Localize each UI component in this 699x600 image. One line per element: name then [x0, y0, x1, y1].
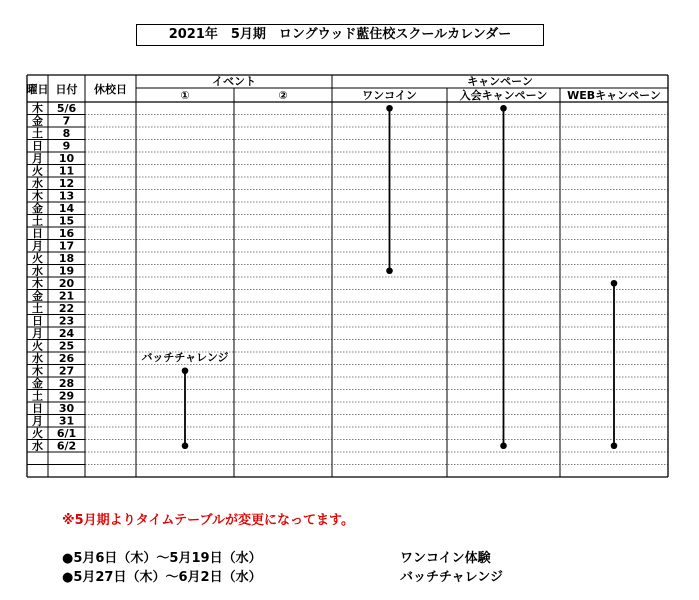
date-cell: 20 [58, 277, 75, 290]
weekday-cell: 水 [32, 177, 43, 190]
period-start-dot [611, 280, 618, 287]
date-cell: 19 [58, 264, 75, 278]
weekday-cell: 日 [32, 227, 43, 240]
weekday-cell: 土 [32, 127, 43, 140]
weekday-cell: 月 [32, 152, 43, 165]
date-cell: 26 [58, 352, 75, 365]
date-cell: 14 [58, 202, 75, 215]
date-cell: 13 [58, 189, 75, 203]
date-cell: 12 [58, 177, 75, 190]
date-cell: 16 [58, 227, 75, 240]
weekday-cell: 金 [32, 377, 43, 390]
weekday-cell: 火 [32, 252, 43, 265]
period-start-dot [500, 105, 507, 112]
weekday-cell: 月 [32, 414, 43, 428]
date-cell: 27 [58, 364, 75, 378]
date-cell: 30 [58, 402, 75, 415]
header-event-group: イベント [212, 75, 256, 88]
weekday-cell: 火 [32, 339, 43, 353]
header-holiday: 休校日 [94, 83, 127, 96]
period-label: バッチチャレンジ [141, 350, 229, 364]
weekday-cell: 日 [32, 402, 43, 415]
header-event-1: ① [180, 89, 190, 102]
schedule-dates-1: ●5月6日（木）～5月19日（水） [62, 551, 262, 566]
date-cell: 28 [58, 377, 75, 390]
weekday-cell: 木 [32, 189, 43, 203]
weekday-cell: 金 [32, 202, 43, 215]
period-start-dot [386, 105, 393, 112]
table-grid [27, 75, 668, 477]
date-cell: 6/2 [56, 439, 77, 453]
date-cell: 25 [58, 339, 75, 353]
header-campaign-group: キャンペーン [467, 75, 533, 88]
date-cell: 6/1 [56, 427, 77, 440]
weekday-cell: 日 [32, 314, 43, 328]
date-cell: 23 [58, 314, 75, 328]
weekday-cell: 土 [32, 302, 43, 315]
date-cell: 11 [58, 164, 75, 178]
date-cell: 22 [58, 302, 75, 315]
header-campaign-enrollment: 入会キャンペーン [459, 89, 548, 102]
notice-text: ※5月期よりタイムテーブルが変更になってます。 [62, 513, 354, 528]
weekday-cell: 木 [32, 102, 43, 115]
header-campaign-one-coin: ワンコイン [362, 89, 417, 102]
schedule-dates-2: ●5月27日（木）～6月2日（水） [62, 570, 262, 585]
period-end-dot [500, 442, 507, 449]
header-campaign-web: WEBキャンペーン [567, 89, 661, 102]
weekday-cell: 金 [32, 114, 43, 128]
weekday-cell: 水 [32, 264, 43, 278]
header-event-2: ② [278, 89, 288, 102]
date-cell: 10 [58, 152, 75, 165]
date-cell: 29 [58, 389, 75, 403]
period-start-dot [182, 367, 189, 374]
date-cell: 17 [58, 239, 75, 253]
weekday-cell: 土 [32, 389, 43, 403]
period-end-dot [611, 442, 618, 449]
date-cell: 18 [58, 252, 75, 265]
header-date: 日付 [55, 83, 78, 96]
schedule-name-1: ワンコイン体験 [400, 551, 491, 566]
weekday-cell: 火 [32, 164, 43, 178]
weekday-cell: 木 [32, 364, 43, 378]
date-cell: 31 [58, 414, 75, 428]
period-end-dot [182, 442, 189, 449]
weekday-cell: 水 [32, 352, 43, 365]
schedule-name-2: バッチチャレンジ [400, 570, 503, 585]
weekday-cell: 水 [32, 439, 43, 453]
period-end-dot [386, 267, 393, 274]
date-cell: 15 [58, 214, 75, 228]
date-cell: 5/6 [56, 102, 77, 115]
date-cell: 24 [58, 327, 75, 340]
weekday-cell: 日 [32, 139, 43, 153]
calendar-title: 2021年 5月期 ロングウッド藍住校スクールカレンダー [136, 24, 544, 46]
weekday-cell: 月 [32, 239, 43, 253]
date-cell: 9 [62, 139, 71, 153]
weekday-cell: 土 [32, 214, 43, 228]
date-cell: 21 [58, 289, 75, 303]
weekday-cell: 月 [32, 327, 43, 340]
date-cell: 7 [62, 114, 71, 128]
weekday-cell: 金 [32, 289, 43, 303]
weekday-cell: 火 [32, 427, 43, 440]
header-weekday: 曜日 [26, 83, 49, 96]
weekday-cell: 木 [32, 277, 43, 290]
date-cell: 8 [62, 127, 71, 140]
